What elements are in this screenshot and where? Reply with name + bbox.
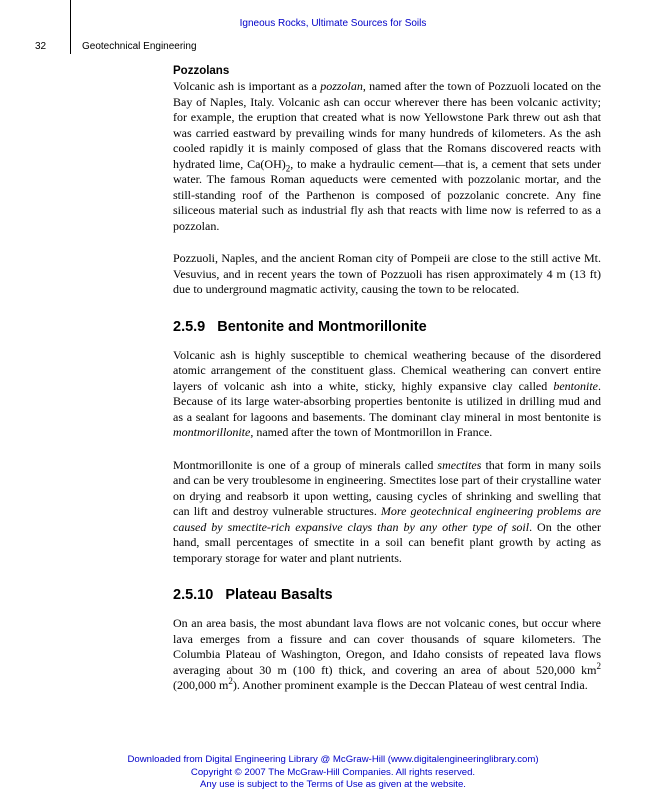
body-content [173,64,601,711]
bentonite-paragraph-2: Montmorillonite is one of a group of minerals called smectites that form in many soils and can be very troublesome in engineering. Smectites lose part of their crystalline water on drying and reabsorb it upon wetting, causing cycles of shrinking and swelling that can lift and destroy vulnerable structures. More geotechnical engineering problems are caused by smectite-rich expansive clays than by any other type of soil. On the other hand, small percentages of smectite in a soil can benefit plant growth by acting as temporary storage for water and plant nutrients. [173,457,601,565]
section-title: Bentonite and Montmorillonite [217,318,427,335]
section-heading-plateau-basalts [173,586,601,604]
footer-terms-link[interactable]: Any use is subject to the Terms of Use as given at the website. [200,779,466,790]
footer [0,754,666,792]
bentonite-paragraph-1: Volcanic ash is highly susceptible to chemical weathering because of the disordered atomic arrangement of the constituent glass. Chemical weathering can convert entire layers of volcanic ash into a white, sticky, highly expansive clay called bentonite. Because of its large water-absorbing properties bentonite is utilized in drilling mud and as a sealant for lagoons and basements. The dominant clay mineral in most bentonite is montmorillonite, named after the town of Montmorillon in France. [173,347,601,439]
pozzolans-heading: Pozzolans [173,65,230,77]
pozzolans-paragraph-2: Pozzuoli, Naples, and the ancient Roman city of Pompeii are close to the still active Mt. Vesuvius, and in recent years the town of Pozzuoli has risen approximately 4 m (13 ft) due to underground magmatic activity, causing the town to be relocated. [173,251,601,296]
chapter-banner[interactable]: Igneous Rocks, Ultimate Sources for Soils [239,18,427,29]
plateau-paragraph-1: On an area basis, the most abundant lava flows are not volcanic cones, but occur where lava emerges from a fissure and can cover thousands of square kilometers. The Columbia Plateau of Washington, Oregon, and Idaho consists of repeated lava flows averaging about 30 m (100 ft) thick, and covering an area of about 520,000 $km^2$ (200,000 $m^2$). Another prominent example is the Deccan Plateau of west central India. [173,616,601,692]
section-number: 2.5.10 [173,587,214,603]
section-title: Plateau Basalts [225,587,333,603]
section-number: 2.5.9 [173,318,206,335]
page-number: 32 [35,41,47,52]
header-rule [70,0,71,54]
footer-copyright: Copyright © 2007 The McGraw-Hill Companies. All rights reserved. [190,766,476,778]
pozzolans-paragraph-1: Volcanic ash is important as a pozzolan, named after the town of Pozzuoli located on the Bay of Naples, Italy. Volcanic ash can occur wherever there has been volcanic activity; for example, the eruption that created what is now Yellowstone Park threw out ash that was carried eastward by prevailing winds for many hundreds of kilometers. As the ash cooled rapidly it is mainly composed of glass that the Romans discovered reacts with hydrated lime, $Ca(OH)_2$, to make a hydraulic cement—that is, a cement that sets under water. The famous Roman aqueducts were cemented with pozzolanic mortar, and the still-standing roof of the Parthenon is composed of pozzolanic concrete. Any fine siliceous material such as industrial fly ash that reacts with lime now is referred to as a pozzolan. [173,79,601,233]
running-title: Geotechnical Engineering [82,41,197,52]
footer-download-link[interactable]: Downloaded from Digital Engineering Library @ McGraw-Hill (www.digitalengineeringlibrary.com) [127,754,539,765]
section-heading-bentonite [173,318,601,336]
